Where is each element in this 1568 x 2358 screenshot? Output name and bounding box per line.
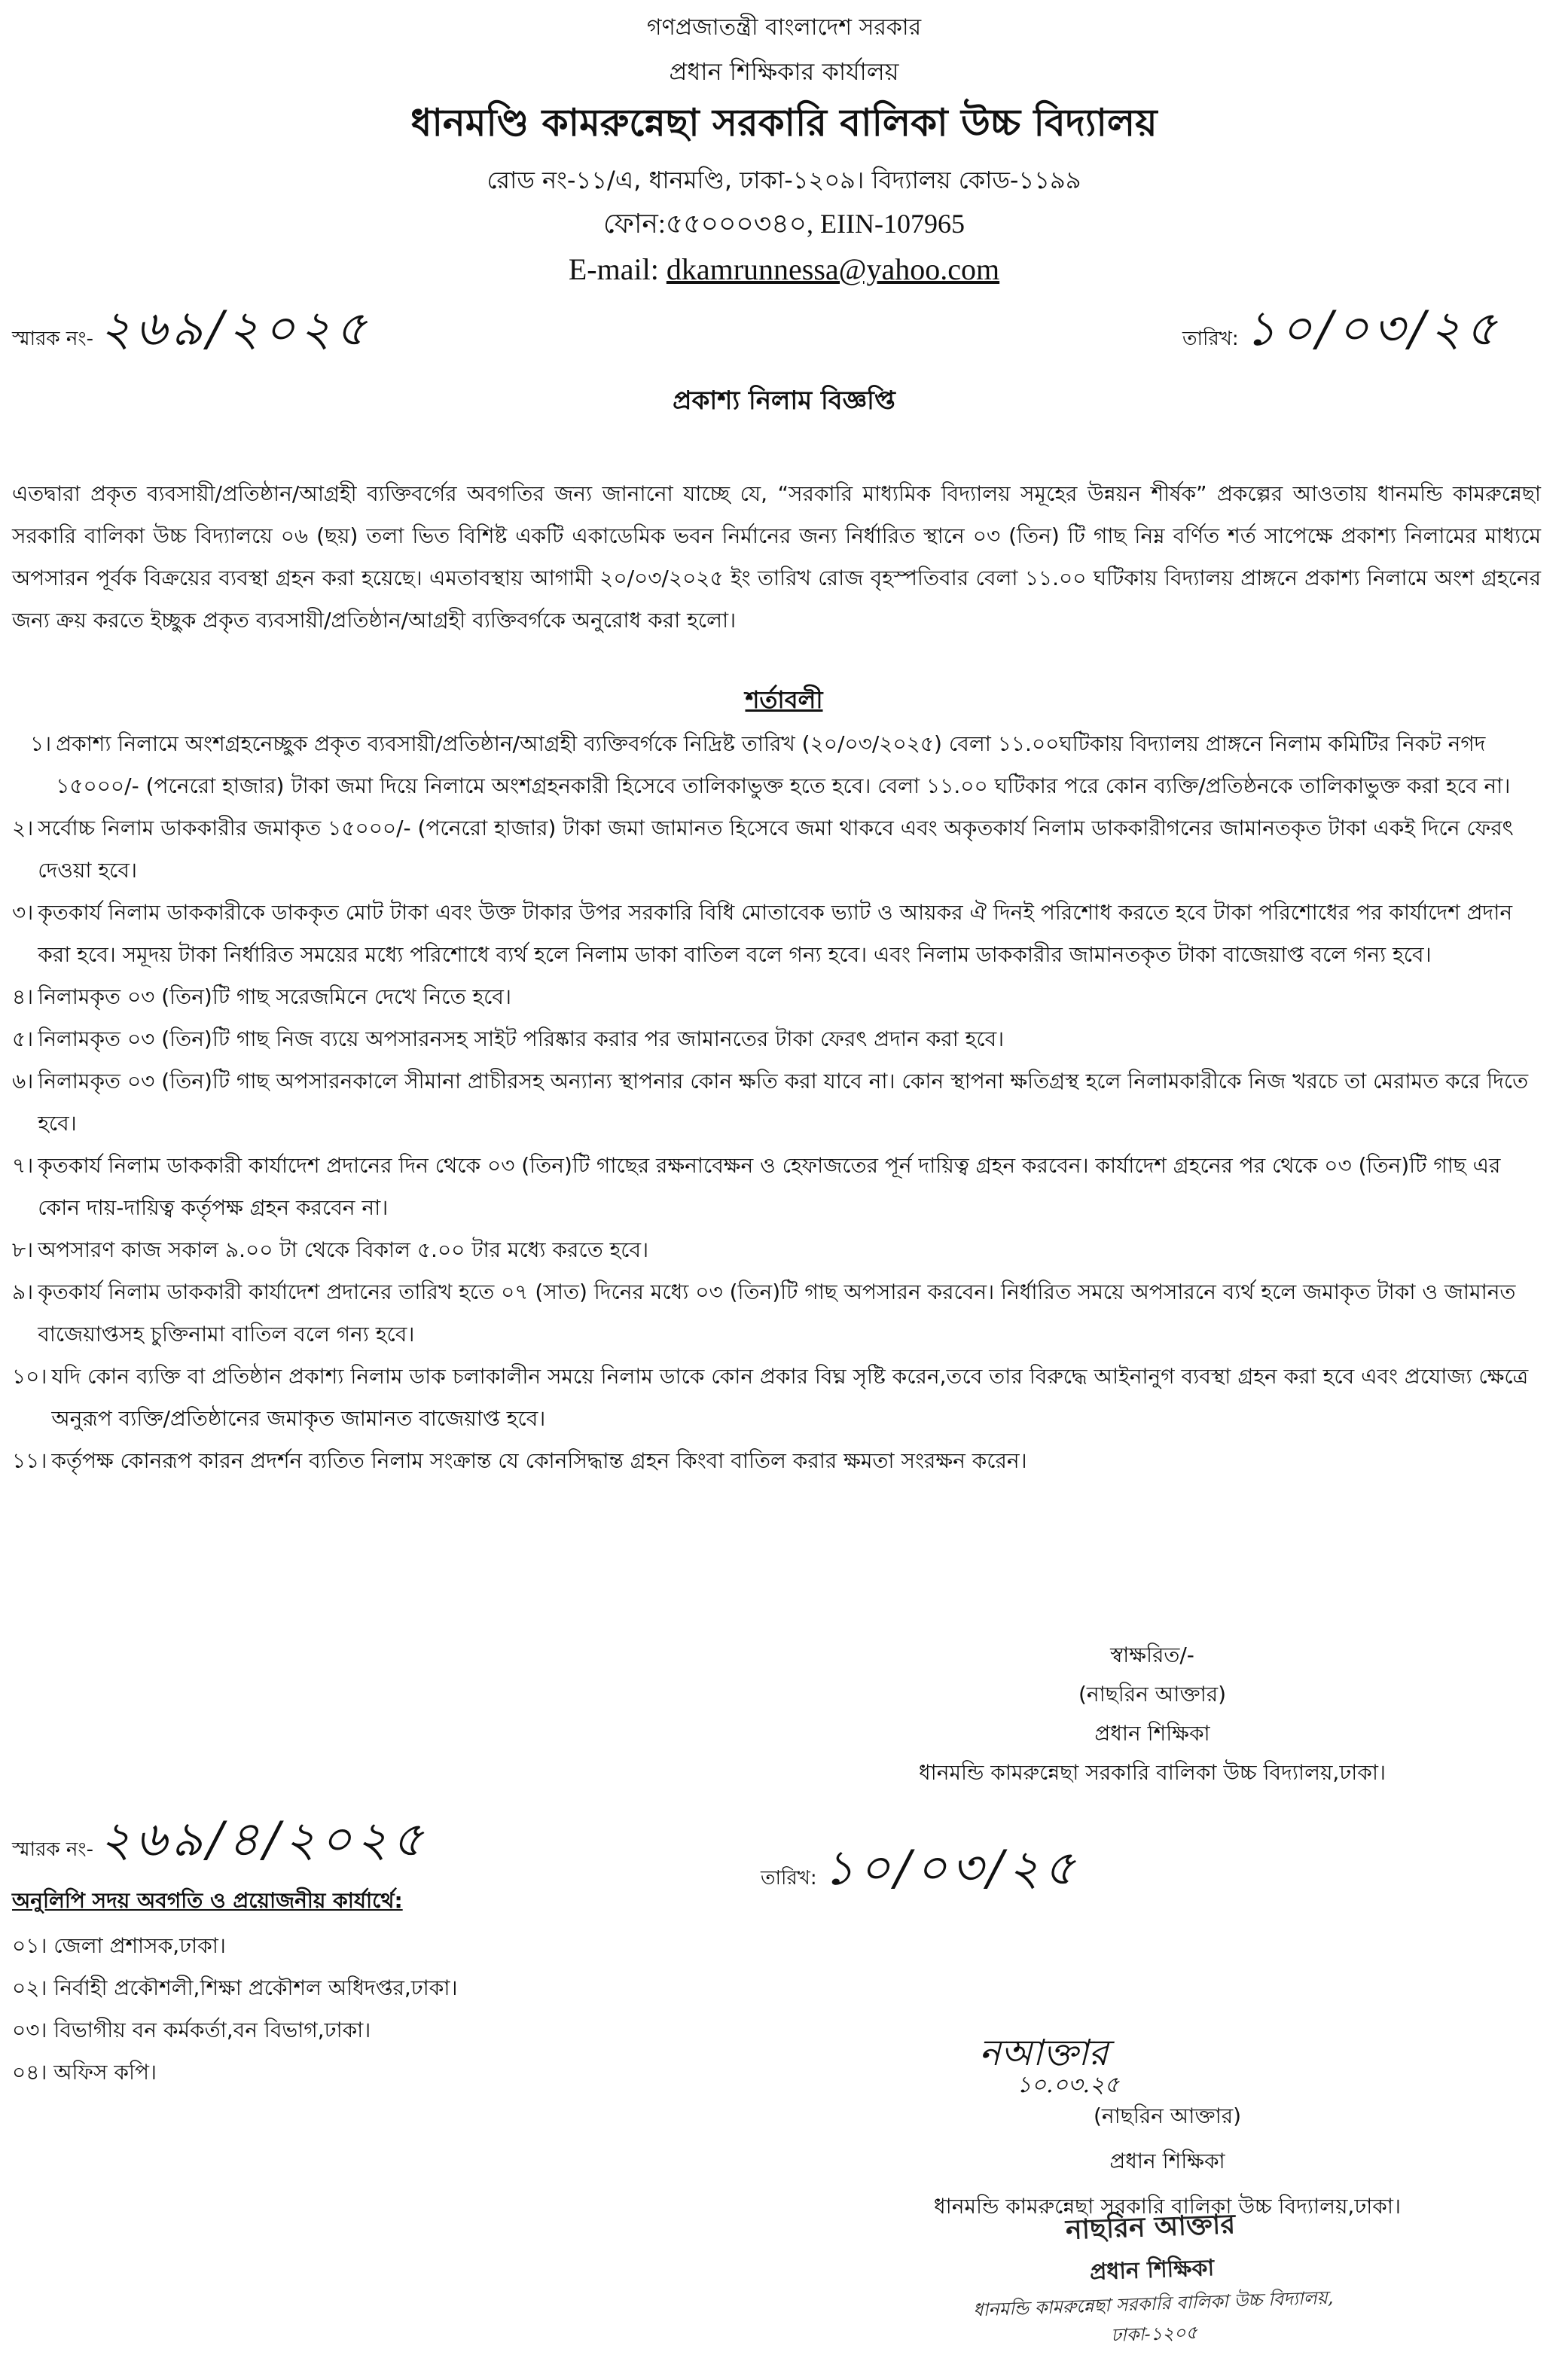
terms-heading-text: শর্তাবলী [745, 685, 823, 714]
memo-number [12, 292, 371, 373]
memo-date-label: তারিখ: [761, 1867, 817, 1890]
memo-number-handwritten: ২৬৯/৪/২০২৫ [99, 1812, 429, 1868]
term-number: ১। [30, 731, 52, 756]
term-text: অপসারণ কাজ সকাল ৯.০০ টা থেকে বিকাল ৫.০০ টার মধ্যে করতে হবে। [38, 1237, 649, 1262]
signatory-institution: ধানমন্ডি কামরুন্নেছা সরকারি বালিকা উচ্চ বিদ্যালয়,ঢাকা। [933, 2194, 1402, 2219]
term-text: কর্তৃপক্ষ কোনরূপ কারন প্রদর্শন ব্যতিত নিলাম সংক্রান্ত যে কোনসিদ্ধান্ত গ্রহন কিংবা বাতিল করার ক্ষমতা সংরক্ষন করেন। [51, 1448, 1027, 1473]
term-text: কৃতকার্য নিলাম ডাককারী কার্যাদেশ প্রদানের দিন থেকে ০৩ (তিন)টি গাছের রক্ষনাবেক্ষন ও হেফাজতের পূর্ন দায়িত্ব গ্রহন করবেন। কার্যাদেশ গ্রহনের পর থেকে ০৩ (তিন)টি গাছ এর কোন দায়-দায়িত্ব কর্তৃপক্ষ গ্রহন করবেন না। [38, 1153, 1501, 1220]
term-text: সর্বোচ্চ নিলাম ডাককারীর জমাকৃত ১৫০০০/- (পনেরো হাজার) টাকা জমা জামানত হিসেবে জমা থাকবে এবং অকৃতকার্য নিলাম ডাককারীগনের জামানতকৃত টাকা একই দিনে ফেরৎ দেওয়া হবে। [38, 816, 1514, 883]
memo-number-handwritten: ২৬৯/২০২৫ [99, 301, 371, 357]
copy-item: ০১। জেলা প্রশাসক,ঢাকা। [12, 1933, 226, 1958]
signatory-name: (নাছরিন আক্তার) [1078, 1682, 1227, 1707]
term-number: ৩। [12, 900, 34, 925]
signatory-institution: ধানমন্ডি কামরুন্নেছা সরকারি বালিকা উচ্চ বিদ্যালয়,ঢাকা। [918, 1760, 1386, 1785]
term-item [12, 976, 1548, 1018]
school-address: রোড নং-১১/এ, ধানমণ্ডি, ঢাকা-১২০৯। বিদ্যালয় কোড-১১৯৯ [487, 166, 1081, 194]
term-text: নিলামকৃত ০৩ (তিন)টি গাছ সরেজমিনে দেখে নিতে হবে। [38, 984, 512, 1009]
term-number: ১০। [12, 1364, 47, 1389]
term-item [12, 1060, 1548, 1145]
term-number: ৪। [12, 984, 34, 1009]
term-number: ৭। [12, 1153, 34, 1178]
email-label: E-mail: [568, 252, 667, 286]
term-text: যদি কোন ব্যক্তি বা প্রতিষ্ঠান প্রকাশ্য নিলাম ডাক চলাকালীন সময়ে নিলাম ডাকে কোন প্রকার বিঘ্ন সৃষ্টি করেন,তবে তার বিরুদ্ধে আইনানুগ ব্যবস্থা গ্রহন করা হবে এবং প্রযোজ্য ক্ষেত্রে অনুরূপ ব্যক্তি/প্রতিষ্ঠানের জমাকৃত জামানত বাজেয়াপ্ত হবে। [51, 1364, 1529, 1431]
copy-heading: অনুলিপি সদয় অবগতি ও প্রয়োজনীয় কার্যার্থে: [12, 1888, 403, 1913]
memo-date-2 [761, 1832, 1080, 1912]
stamp-name: নাছরিন আক্তার [1065, 2208, 1236, 2246]
term-number: ২। [12, 816, 34, 840]
memo-number-2 [12, 1803, 428, 1884]
memo-date [1182, 292, 1502, 373]
signatory-name: (নাছরিন আক্তার) [1093, 2103, 1242, 2128]
stamp-institution: ধানমন্ডি কামরুন্নেছা সরকারি বালিকা উচ্চ বিদ্যালয়, ঢাকা-১২০৫ [972, 2286, 1334, 2346]
signatory-title: প্রধান শিক্ষিকা [1109, 2149, 1225, 2173]
notice-title: প্রকাশ্য নিলাম বিজ্ঞপ্তি [673, 386, 895, 416]
terms-list [12, 723, 1548, 1482]
copy-item: ০৩। বিভাগীয় বন কর্মকর্তা,বন বিভাগ,ঢাকা। [12, 2018, 371, 2042]
school-phone: ফোন:৫৫০০০৩৪০, EIIN-107965 [603, 209, 965, 239]
school-email [0, 252, 1568, 287]
term-text: নিলামকৃত ০৩ (তিন)টি গাছ অপসারনকালে সীমানা প্রাচীরসহ অন্যান্য স্থাপনার কোন ক্ষতি করা যাবে না। কোন স্থাপনা ক্ষতিগ্রস্থ হলে নিলামকারীকে নিজ খরচে তা মেরামত করে দিতে হবে। [38, 1069, 1529, 1136]
office-heading: প্রধান শিক্ষিকার কার্যালয় [669, 57, 899, 86]
memo-date-handwritten: ১০/০৩/২৫ [822, 1841, 1080, 1896]
copy-list [12, 1925, 457, 2094]
memo-date-handwritten: ১০/০৩/২৫ [1244, 301, 1502, 357]
term-item [12, 1356, 1548, 1440]
memo-label: স্মারক নং- [12, 1838, 93, 1861]
term-number: ১১। [12, 1448, 47, 1473]
memo-label: স্মারক নং- [12, 328, 93, 350]
memo-date-label: তারিখ: [1182, 328, 1239, 350]
term-number: ৮। [12, 1237, 34, 1262]
terms-heading [0, 681, 1568, 721]
signed-mark: স্বাক্ষরিত/- [1110, 1643, 1194, 1667]
signatory-title: প্রধান শিক্ষিকা [1094, 1721, 1210, 1746]
copy-item: ০২। নির্বাহী প্রকৌশলী,শিক্ষা প্রকৌশল অধিদপ্তর,ঢাকা। [12, 1975, 458, 2000]
copy-item: ০৪। অফিস কপি। [12, 2060, 157, 2085]
term-item [12, 1440, 1548, 1482]
term-text: কৃতকার্য নিলাম ডাককারীকে ডাককৃত মোট টাকা এবং উক্ত টাকার উপর সরকারি বিধি মোতাবেক ভ্যাট ও আয়কর ঐ দিনই পরিশোধ করতে হবে টাকা পরিশোধের পর কার্যাদেশ প্রদান করা হবে। সমূদয় টাকা নির্ধারিত সময়ের মধ্যে পরিশোধে ব্যর্থ হলে নিলাম ডাকা বাতিল বলে গন্য হবে। এবং নিলাম ডাককারীর জামানতকৃত টাকা বাজেয়াপ্ত বলে গন্য হবে। [38, 900, 1513, 967]
government-heading: গণপ্রজাতন্ত্রী বাংলাদেশ সরকার [646, 14, 922, 41]
intro-paragraph: এতদ্বারা প্রকৃত ব্যবসায়ী/প্রতিষ্ঠান/আগ্রহী ব্যক্তিবর্গের অবগতির জন্য জানানো যাচ্ছে যে, “সরকারি মাধ্যমিক বিদ্যালয় সমূহের উন্নয়ন শীর্ষক” প্রকল্পের আওতায় ধানমন্ডি কামরুন্নেছা সরকারি বালিকা উচ্চ বিদ্যালয়ে ০৬ (ছয়) তলা ভিত বিশিষ্ট একটি একাডেমিক ভবন নির্মানের জন্য নির্ধারিত স্থানে ০৩ (তিন) টি গাছ নিম্ন বর্ণিত শর্ত সাপেক্ষে প্রকাশ্য নিলামের মাধ্যমে অপসারন পূর্বক বিক্রয়ের ব্যবস্থা গ্রহন করা হয়েছে। এমতাবস্থায় আগামী ২০/০৩/২০২৫ ইং তারিখ রোজ বৃহস্পতিবার বেলা ১১.০০ ঘটিকায় বিদ্যালয় প্রাঙ্গনে প্রকাশ্য নিলামে অংশ গ্রহনের জন্য ক্রয় করতে ইচ্ছুক প্রকৃত ব্যবসায়ী/প্রতিষ্ঠান/আগ্রহী ব্যক্তিবর্গকে অনুরোধ করা হলো। [12, 481, 1541, 633]
term-item [12, 1018, 1548, 1060]
school-name: ধানমণ্ডি কামরুন্নেছা সরকারি বালিকা উচ্চ বিদ্যালয় [410, 101, 1158, 145]
handwritten-signature-date: ১০.০৩.২৫ [1017, 2072, 1120, 2098]
term-item [12, 1145, 1548, 1229]
handwritten-signature: নআক্তার [979, 2032, 1109, 2074]
email-link[interactable]: dkamrunnessa@yahoo.com [666, 252, 1000, 286]
term-item [12, 723, 1548, 807]
term-number: ৫। [12, 1026, 34, 1051]
term-text: প্রকাশ্য নিলামে অংশগ্রহনেচ্ছুক প্রকৃত ব্যবসায়ী/প্রতিষ্ঠান/আগ্রহী ব্যক্তিবর্গকে নিদ্রিষ্ট তারিখ (২০/০৩/২০২৫) বেলা ১১.০০ঘটিকায় বিদ্যালয় প্রাঙ্গনে নিলাম কমিটির নিকট নগদ ১৫০০০/- (পনেরো হাজার) টাকা জমা দিয়ে নিলামে অংশগ্রহনকারী হিসেবে তালিকাভুক্ত হতে হবে। বেলা ১১.০০ ঘটিকার পরে কোন ব্যক্তি/প্রতিষ্ঠনকে তালিকাভুক্ত করা হবে না। [56, 731, 1511, 798]
stamp-title: প্রধান শিক্ষিকা [1089, 2255, 1215, 2286]
term-item [12, 892, 1548, 976]
term-item [12, 1229, 1548, 1271]
term-text: নিলামকৃত ০৩ (তিন)টি গাছ নিজ ব্যয়ে অপসারনসহ সাইট পরিষ্কার করার পর জামানতের টাকা ফেরৎ প্রদান করা হবে। [38, 1026, 1005, 1051]
term-item [12, 807, 1548, 892]
signature-block-1 [753, 1636, 1551, 1792]
term-number: ৯। [12, 1280, 34, 1304]
official-seal-stamp [939, 2199, 1365, 2357]
term-text: কৃতকার্য নিলাম ডাককারী কার্যাদেশ প্রদানের তারিখ হতে ০৭ (সাত) দিনের মধ্যে ০৩ (তিন)টি গাছ অপসারন করবেন। নির্ধারিত সময়ে অপসারনে ব্যর্থ হলে জমাকৃত টাকা ও জামানত বাজেয়াপ্তসহ চুক্তিনামা বাতিল বলে গন্য হবে। [38, 1280, 1516, 1347]
term-number: ৬। [12, 1069, 34, 1094]
term-item [12, 1271, 1548, 1356]
